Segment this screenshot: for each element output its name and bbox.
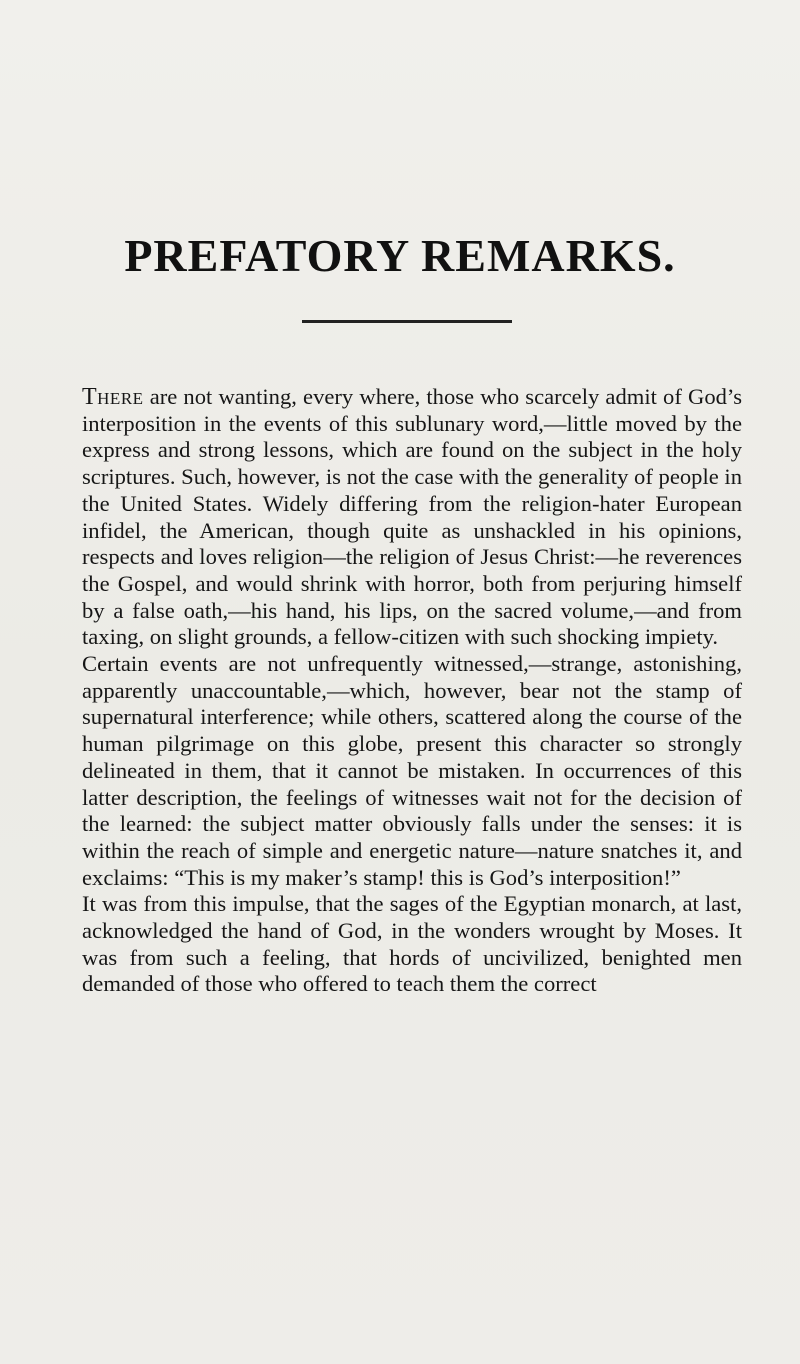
paragraph-3: It was from this impulse, that the sages of the Egyptian monarch, at last, acknowledged the hand of God, in the wonders wrought by Moses. It was from such a feeling, that hords of uncivilized, benighted men demanded of those who offered to teach them the correct (82, 891, 742, 997)
paragraph-2: Certain events are not unfrequently witnessed,—strange, astonishing, apparently unaccountable,—which, however, bear not the stamp of supernatural interference; while others, scattered along the course of the human pilgrimage on this globe, present this character so strongly delineated in them, that it cannot be mistaken. In occurrences of this latter description, the feelings of witnesses wait not for the decision of the learned: the subject matter obviously falls under the senses: it is within the reach of simple and energetic nature—nature snatches it, and exclaims: “This is my maker’s stamp! this is God’s interposition!” (82, 651, 742, 890)
title-divider (302, 320, 512, 323)
page-title: PREFATORY REMARKS. (124, 230, 676, 281)
body-text (82, 384, 742, 998)
paragraph-1 (82, 384, 742, 651)
paragraph-lead-word: There (82, 384, 144, 410)
paragraph-1-text: are not wanting, every where, those who scarcely admit of God’s interposition in the events of this sublunary word,—little moved by the express and strong lessons, which are found on the subject in the holy scriptures. Such, however, is not the case with the generality of people in the United States. Widely differing from the religion-hater European infidel, the American, though quite as unshackled in his opinions, respects and loves religion—the religion of Jesus Christ:—he reverences the Gospel, and would shrink with horror, both from perjuring himself by a false oath,—his hand, his lips, on the sacred volume,—and from taxing, on slight grounds, a fellow-citizen with such shocking impiety. (82, 384, 742, 650)
